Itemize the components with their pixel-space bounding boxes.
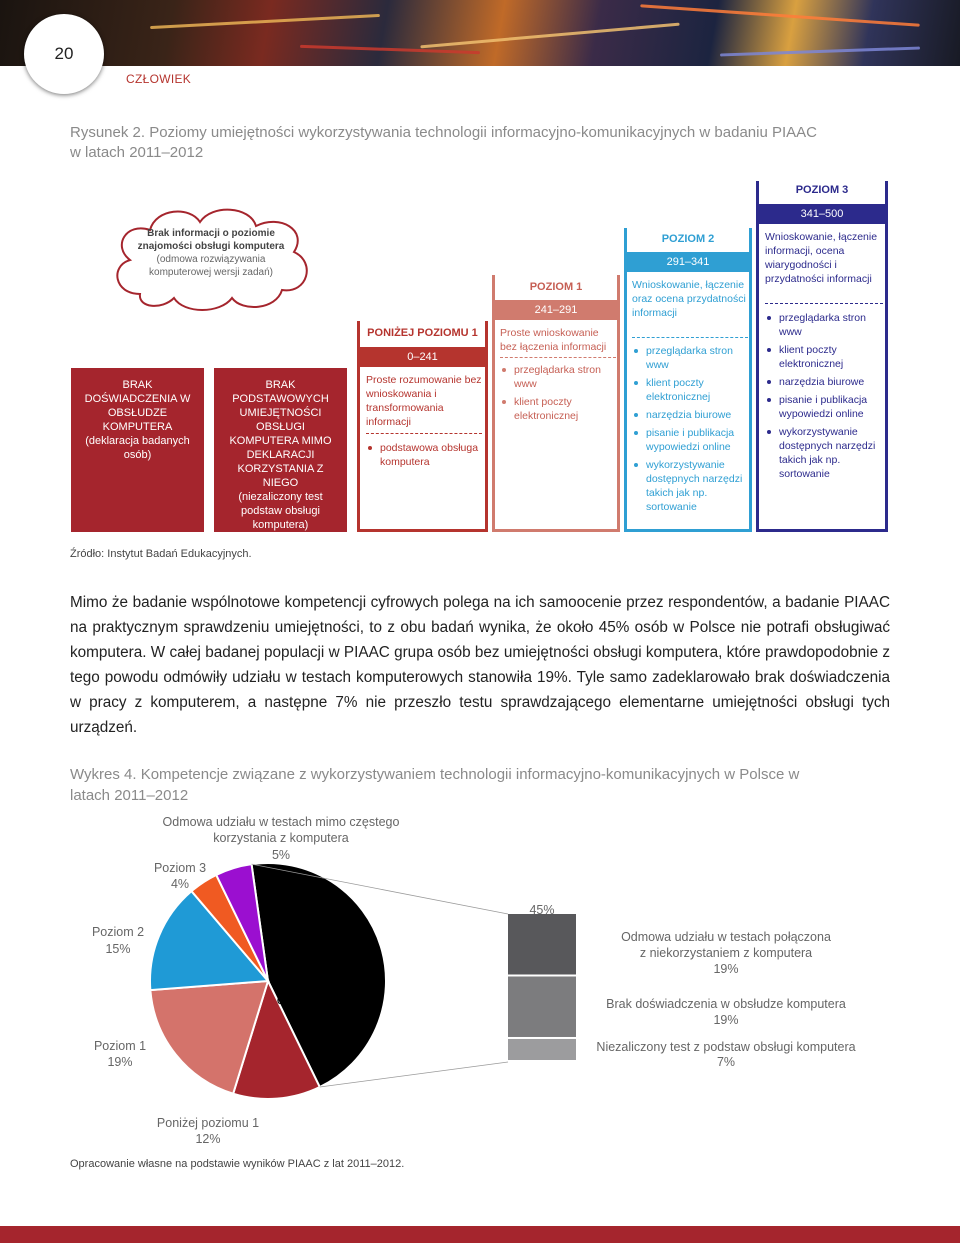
list-item: przeglądarka stron www [632, 344, 750, 372]
list-item: narzędzia biurowe [765, 375, 885, 389]
level-2-description: Wnioskowanie, łączenie oraz ocena przydatności informacji [632, 279, 746, 319]
list-item: wykorzystywanie dostępnych narzędzi takich jak np. sortowanie [632, 458, 750, 514]
list-item: pisanie i publikacja wypowiedzi online [765, 393, 885, 421]
label-poziom3-name: Poziom 3 [153, 861, 207, 875]
no-experience-label: BRAK DOŚWIADCZENIA W OBSŁUDZE KOMPUTERA [84, 379, 191, 433]
level-1-description: Proste wnioskowanie bez łączenia informacji [500, 327, 607, 353]
bar-legend-2-value: 7% [716, 1055, 736, 1069]
bar-legend-1-value: 19% [713, 1013, 739, 1027]
label-odmowa-value: 5% [271, 848, 291, 862]
label-poziom1-value: 19% [107, 1055, 133, 1069]
level-1-list [500, 363, 616, 427]
no-experience-note: (deklaracja badanych osób) [85, 435, 190, 461]
level-below-1-list [366, 441, 484, 473]
level-below-1-range: 0–241 [360, 347, 485, 367]
label-ponizej-value: 12% [195, 1132, 221, 1146]
info-cloud [104, 202, 316, 314]
level-below-1-name: PONIŻEJ POZIOMU 1 [367, 327, 478, 339]
level-3-description: Wnioskowanie, łączenie informacji, ocena wiarygodności i przydatności informacji [765, 231, 878, 285]
bar-legend-2-line0: Niezaliczony test z podstaw obsługi komputera [596, 1040, 856, 1054]
chart-note: Opracowanie własne na podstawie wyników PIAAC z lat 2011–2012. [70, 1158, 405, 1170]
level-3 [756, 181, 888, 532]
label-ponizej-name: Poniżej poziomu 1 [156, 1116, 260, 1130]
label-poziom3-value: 4% [170, 877, 190, 891]
level-1-name: POZIOM 1 [529, 281, 583, 293]
footer-bar [0, 1226, 960, 1243]
section-label: CZŁOWIEK [126, 72, 192, 86]
bar-legend-0-line1: z niekorzystaniem z komputera [639, 946, 813, 960]
level-2-range: 291–341 [627, 252, 749, 272]
bar-segment-2 [508, 1039, 576, 1060]
list-item: wykorzystywanie dostępnych narzędzi takich jak np. sortowanie [765, 425, 885, 481]
figure-title: Rysunek 2. Poziomy umiejętności wykorzystywania technologii informacyjno-komunikacyjnych w badaniu PIAAC w latach 2011–2012 [70, 124, 817, 161]
level-3-range: 341–500 [759, 204, 885, 224]
list-item: narzędzia biurowe [632, 408, 750, 422]
no-experience-box [71, 368, 204, 532]
list-item: pisanie i publikacja wypowiedzi online [632, 426, 750, 454]
level-below-1-description: Proste rozumowanie bez wnioskowania i transformowania informacji [366, 374, 482, 428]
list-item: przeglądarka stron www [500, 363, 616, 391]
label-odmowa-line2: korzystania z komputera [213, 831, 349, 845]
chart-title: Wykres 4. Kompetencje związane z wykorzystywaniem technologii informacyjno-komunikacyjnych w Polsce w latach 2011–2012 [70, 766, 800, 804]
label-center-line2: obsługi komputera [276, 993, 380, 1007]
label-poziom2-value: 15% [105, 942, 131, 956]
label-odmowa-line1: Odmowa udziału w testach mimo częstego [162, 815, 400, 829]
cloud-bold-text: Brak informacji o poziomie znajomości obsługi komputera [137, 228, 285, 252]
bar-legend-0-value: 19% [713, 962, 739, 976]
no-basic-skills-note: (niezaliczony test podstaw obsługi komputera) [238, 491, 323, 531]
level-2 [624, 228, 752, 532]
header-photo [0, 0, 960, 66]
pie-and-bar-chart [0, 810, 960, 1155]
level-1 [492, 275, 620, 532]
label-center-line1: Brak umiejętności [278, 977, 378, 991]
bar-total-label: 45% [529, 903, 555, 917]
list-item: klient poczty elektronicznej [765, 343, 885, 371]
list-item: podstawowa obsługa komputera [366, 441, 484, 469]
level-2-name: POZIOM 2 [661, 233, 715, 245]
bar-legend-0-line0: Odmowa udziału w testach połączona [621, 930, 831, 944]
level-3-list [765, 311, 885, 485]
list-item: klient poczty elektronicznej [500, 395, 616, 423]
level-1-range: 241–291 [495, 300, 617, 320]
bar-legend-1-line0: Brak doświadczenia w obsłudze komputera [606, 997, 846, 1011]
no-basic-skills-box [214, 368, 347, 532]
page-number: 20 [24, 14, 104, 94]
level-3-name: POZIOM 3 [795, 184, 849, 196]
level-below-1 [357, 321, 488, 532]
list-item: klient poczty elektronicznej [632, 376, 750, 404]
label-poziom1-name: Poziom 1 [93, 1039, 147, 1053]
label-poziom2-name: Poziom 2 [91, 925, 145, 939]
bar-segment-1 [508, 976, 576, 1036]
no-basic-skills-label: BRAK PODSTAWOWYCH UMIEJĘTNOŚCI OBSŁUGI KOMPUTERA MIMO DEKLARACJI KORZYSTANIA Z NIEGO [229, 379, 332, 489]
level-2-list [632, 344, 750, 518]
body-paragraph: Mimo że badanie wspólnotowe kompetencji cyfrowych polega na ich samoocenie przez respondentów, a badanie PIAAC na praktycznym sprawdzeniu umiejętności, to z obu badań wynika, że około 45% osób w Polsce nie potrafi obsługiwać komputera. W całej badanej populacji w PIAAC grupa osób bez umiejętności obsługi komputera, które prawdopodobnie z tego powodu odmówiły udziału w testach komputerowych stanowiła 19%. Tyle samo zadeklarowało brak doświadczenia w pracy z komputerem, a następne 7% nie przeszło testu sprawdzającego elementarne umiejętności obsługi tych urządzeń. [70, 594, 890, 736]
list-item: przeglądarka stron www [765, 311, 885, 339]
figure-source: Źródło: Instytut Badań Edukacyjnych. [70, 548, 252, 560]
bar-segment-0 [508, 914, 576, 974]
cloud-note-text: (odmowa rozwiązywania komputerowej wersji zadań) [149, 254, 273, 278]
